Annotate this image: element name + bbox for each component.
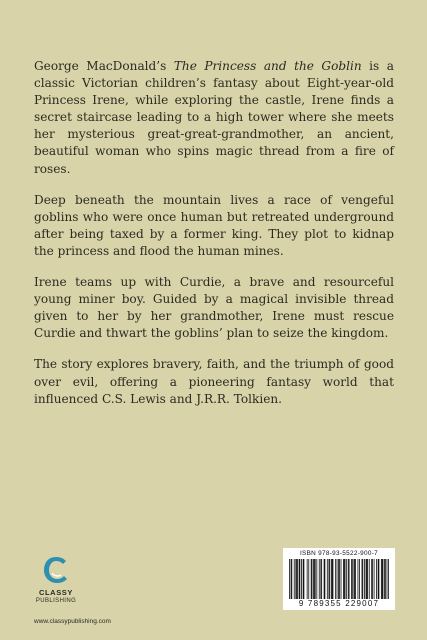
blurb-paragraph-2: Deep beneath the mountain lives a race of vengeful goblins who were once human but retreated underground after being taxed by a former king. They plot to kidnap the princess and flood the human mines.	[34, 192, 394, 258]
blurb-paragraph-1	[34, 58, 394, 178]
isbn-label: ISBN 978-93-5522-900-7	[299, 550, 378, 557]
publisher-logo	[24, 555, 88, 615]
isbn-barcode	[283, 548, 395, 610]
barcode-bars	[289, 559, 389, 599]
publisher-subname: PUBLISHING	[35, 598, 77, 604]
classy-c-logo-icon	[42, 555, 70, 585]
blurb-paragraph-4: The story explores bravery, faith, and the triumph of good over evil, offering a pioneering fantasy world that influenced C.S. Lewis and J.R.R. Tolkien.	[34, 357, 394, 406]
blurb-paragraph-3: Irene teams up with Curdie, a brave and resourceful young miner boy. Guided by a magical invisible thread given to her by her grandmother, Irene must rescue Curdie and thwart the goblins’ plan to seize the kingdom.	[34, 275, 394, 341]
isbn-digits: 9 789355 229007	[298, 599, 380, 608]
blurb-p1-rest: is a classic Victorian children’s fantasy about Eight-year-old Princess Irene, while exploring the castle, Irene finds a secret staircase leading to a high tower where she meets her mysterious great-great-grandmother, an ancient, beautiful woman who spins magic thread from a fire of roses.	[34, 59, 394, 176]
publisher-name: CLASSY	[38, 588, 74, 597]
blurb-p1-intro: George MacDonald’s	[34, 59, 174, 73]
book-title: The Princess and the Goblin	[173, 59, 362, 73]
publisher-url[interactable]: www.classypublishing.com	[34, 618, 111, 625]
back-cover-blurb	[34, 58, 394, 422]
